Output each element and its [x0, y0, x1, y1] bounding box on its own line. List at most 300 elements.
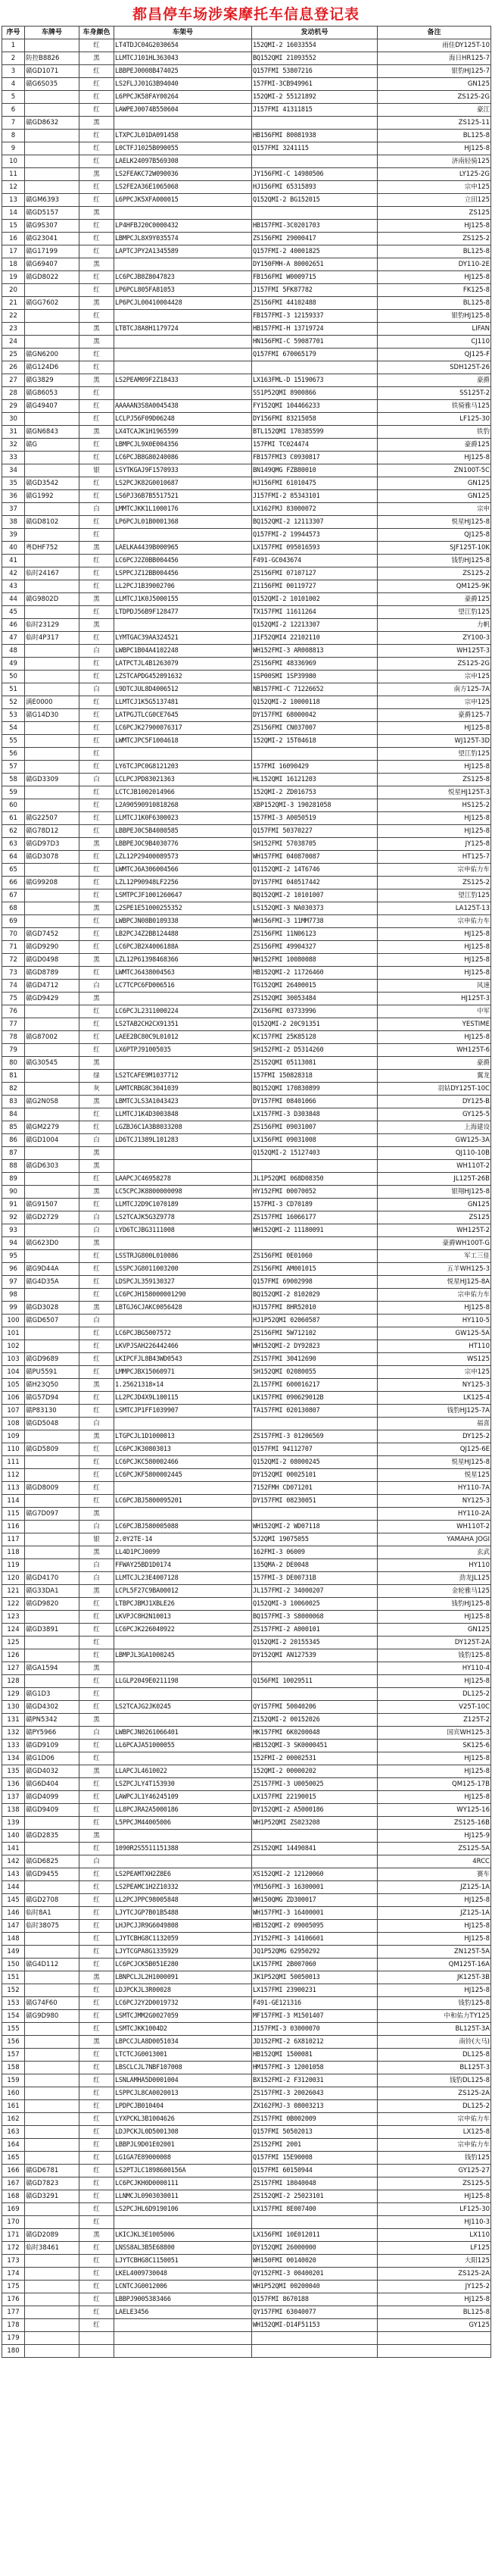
color-cell: 红 [79, 516, 114, 529]
row-index-cell: 102 [2, 1340, 25, 1353]
row-index-cell: 79 [2, 1044, 25, 1057]
table-row [2, 361, 491, 374]
note-cell: ZS125-2A [378, 2268, 491, 2281]
table-row [2, 1366, 491, 1379]
vin-cell: LS2PEAMTXH2Z8E6 [114, 1868, 252, 1881]
vin-cell [114, 1688, 252, 1701]
plate-cell [25, 1946, 79, 1959]
vin-cell: L6PPCJK58FAY00264 [114, 91, 252, 104]
note-cell: HY110-2A [378, 1508, 491, 1521]
row-index-cell: 20 [2, 284, 25, 297]
plate-cell [25, 284, 79, 297]
row-index-cell: 71 [2, 941, 25, 954]
engine-cell: WH157FMI-3 16400001 [252, 1907, 378, 1920]
motorcycle-register-table [2, 26, 491, 2358]
table-row [2, 2332, 491, 2345]
engine-cell: ZS152FMI 2001 [252, 2139, 378, 2152]
table-row [2, 2100, 491, 2113]
row-index-cell: 173 [2, 2255, 25, 2268]
row-index-cell: 34 [2, 464, 25, 477]
vin-cell: LP4HFBJ20C0000432 [114, 220, 252, 233]
row-index-cell: 124 [2, 1624, 25, 1637]
plate-cell [25, 464, 79, 477]
color-cell: 红 [79, 2113, 114, 2126]
plate-cell: 赣G1992 [25, 490, 79, 503]
row-index-cell: 82 [2, 1083, 25, 1096]
color-cell: 白 [79, 1855, 114, 1868]
color-cell: 红 [79, 271, 114, 284]
plate-cell [25, 2062, 79, 2074]
engine-cell: Q157FMI 94112707 [252, 1443, 378, 1456]
table-row [2, 1018, 491, 1031]
note-cell: 中和佑力TY125 [378, 2010, 491, 2023]
table-row [2, 245, 491, 258]
row-index-cell: 139 [2, 1817, 25, 1830]
table-row [2, 529, 491, 542]
note-cell: DY125T-2A [378, 1637, 491, 1649]
note-cell: 宗申佑力车 [378, 864, 491, 877]
row-index-cell: 54 [2, 722, 25, 735]
plate-cell [25, 1843, 79, 1855]
note-cell: 悦星125 [378, 1469, 491, 1482]
vin-cell: LAPTCJPY2A1345589 [114, 245, 252, 258]
vin-cell: LP6PCJL01B0001368 [114, 516, 252, 529]
note-cell: WJ125T-3D [378, 735, 491, 748]
note-cell: 翼龙 [378, 1070, 491, 1083]
row-index-cell: 170 [2, 2216, 25, 2229]
vin-cell: LC6PCJK27900076317 [114, 722, 252, 735]
color-cell: 红 [79, 349, 114, 361]
engine-cell: JY152FMI-3 14106601 [252, 1933, 378, 1946]
plate-cell: 赣GG7602 [25, 297, 79, 310]
plate-cell [25, 1533, 79, 1546]
plate-cell: 赣GD3309 [25, 774, 79, 786]
table-row [2, 735, 491, 748]
engine-cell [252, 1508, 378, 1521]
color-cell: 红 [79, 799, 114, 812]
note-cell: 五羊WH125-3 [378, 1263, 491, 1276]
table-row [2, 1727, 491, 1740]
vin-cell: LJYTCGPA8G1335929 [114, 1946, 252, 1959]
note-cell: 望江豹125 [378, 889, 491, 902]
row-index-cell: 111 [2, 1456, 25, 1469]
color-cell: 红 [79, 104, 114, 117]
table-row [2, 1083, 491, 1096]
plate-cell [25, 1083, 79, 1096]
engine-cell: TX157FMI 11611264 [252, 606, 378, 619]
table-row [2, 2036, 491, 2049]
table-row [2, 220, 491, 233]
plate-cell: 赣G49407 [25, 400, 79, 413]
table-row [2, 284, 491, 297]
plate-cell: 赣GD2708 [25, 1894, 79, 1907]
vin-cell [114, 2345, 252, 2358]
table-row [2, 786, 491, 799]
color-cell: 红 [79, 2139, 114, 2152]
engine-cell: JL1P52QMI 068D08350 [252, 1173, 378, 1186]
engine-cell: FY152QMI 104466233 [252, 400, 378, 413]
note-cell: QJ125-F [378, 349, 491, 361]
note-cell: QJ125-6E [378, 1443, 491, 1456]
engine-cell: 157FMI-3 CD70189 [252, 1199, 378, 1211]
engine-cell [252, 1855, 378, 1868]
row-index-cell: 98 [2, 1289, 25, 1302]
note-cell: ZS125-2 [378, 877, 491, 889]
note-cell: HJ125-8 [378, 452, 491, 464]
plate-cell: 临时23129 [25, 619, 79, 632]
row-index-cell: 29 [2, 400, 25, 413]
color-cell: 白 [79, 683, 114, 696]
table-row [2, 323, 491, 336]
engine-cell: J157FMI 5FK87782 [252, 284, 378, 297]
color-cell: 红 [79, 1791, 114, 1804]
vin-cell: LCNTCJG0012006 [114, 2281, 252, 2293]
engine-cell [252, 155, 378, 168]
table-row [2, 1482, 491, 1495]
row-index-cell: 175 [2, 2281, 25, 2293]
row-index-cell: 149 [2, 1946, 25, 1959]
color-cell: 红 [79, 864, 114, 877]
row-index-cell: 163 [2, 2126, 25, 2139]
table-row [2, 683, 491, 696]
color-cell: 红 [79, 310, 114, 323]
plate-cell [25, 1173, 79, 1186]
table-row [2, 1830, 491, 1843]
vin-cell: LBNPCLJL2H1000091 [114, 1971, 252, 1984]
color-cell: 红 [79, 1456, 114, 1469]
color-cell: 红 [79, 555, 114, 567]
color-cell: 黑 [79, 1057, 114, 1070]
plate-cell [25, 1637, 79, 1649]
plate-cell: 赣G623D0 [25, 1237, 79, 1250]
table-row [2, 2062, 491, 2074]
color-cell: 黑 [79, 207, 114, 220]
engine-cell: ZS157FMI-3 20026043 [252, 2087, 378, 2100]
table-row [2, 1817, 491, 1830]
plate-cell: 赣G9S307 [25, 220, 79, 233]
vin-cell: LL8PCJRA2A5000186 [114, 1804, 252, 1817]
row-index-cell: 61 [2, 812, 25, 825]
engine-cell: JK1P52QMI 50050013 [252, 1971, 378, 1984]
table-row [2, 967, 491, 980]
color-cell: 红 [79, 722, 114, 735]
plate-cell [25, 155, 79, 168]
vin-cell: LKEL4009730048 [114, 2268, 252, 2281]
row-index-cell: 45 [2, 606, 25, 619]
vin-cell: LLMTCJ1K5G5137481 [114, 696, 252, 709]
plate-cell: 赣GD1004 [25, 1134, 79, 1147]
vin-cell: LLGLP2049E0211198 [114, 1675, 252, 1688]
engine-cell: HB156FMI 80081938 [252, 130, 378, 142]
row-index-cell: 59 [2, 786, 25, 799]
color-cell: 红 [79, 1353, 114, 1366]
row-index-cell: 165 [2, 2152, 25, 2165]
plate-cell [25, 2332, 79, 2345]
note-cell: ZS125-2 [378, 233, 491, 245]
row-index-cell: 49 [2, 658, 25, 671]
row-index-cell: 169 [2, 2203, 25, 2216]
vin-cell: LJYTCBHG8C1132059 [114, 1933, 252, 1946]
note-cell: JY125-2 [378, 2281, 491, 2293]
note-cell: HJ125-8 [378, 1920, 491, 1933]
plate-cell: 赣GD6303 [25, 1160, 79, 1173]
engine-cell: ZS152QMI 05113081 [252, 1057, 378, 1070]
engine-cell: BX152FMI-2 F3120031 [252, 2074, 378, 2087]
row-index-cell: 19 [2, 271, 25, 284]
table-row [2, 761, 491, 774]
plate-cell: 赣GD5157 [25, 207, 79, 220]
vin-cell: L2A90590910818268 [114, 799, 252, 812]
plate-cell [25, 1430, 79, 1443]
engine-cell: JL157FMI-2 34000207 [252, 1585, 378, 1598]
table-row [2, 1005, 491, 1018]
color-cell: 黑 [79, 426, 114, 439]
vin-cell: LS2FLJJ01G3B94040 [114, 78, 252, 91]
plate-cell [25, 2216, 79, 2229]
color-cell: 红 [79, 1366, 114, 1379]
engine-cell: LS152QMI-3 NA030373 [252, 902, 378, 915]
color-cell: 红 [79, 1804, 114, 1817]
engine-cell: Q152QMI-2 20155345 [252, 1637, 378, 1649]
vin-cell: 1090R2S5511151388 [114, 1843, 252, 1855]
vin-cell: LWBPCJN08B0109338 [114, 915, 252, 928]
engine-cell: WH152FMI-3 AR008813 [252, 645, 378, 658]
row-index-cell: 101 [2, 1327, 25, 1340]
document-title: 都昌停车场涉案摩托车信息登记表 [132, 6, 360, 23]
vin-cell: LAELKA4439B000965 [114, 542, 252, 555]
color-cell: 红 [79, 1018, 114, 1031]
note-cell: 银豹HJ125-7 [378, 65, 491, 78]
note-cell: 南铃(大马) [378, 2036, 491, 2049]
note-cell: LF125-30 [378, 2203, 491, 2216]
engine-cell: 7152FMH CD071201 [252, 1482, 378, 1495]
color-cell: 黑 [79, 1237, 114, 1250]
row-index-cell: 41 [2, 555, 25, 567]
engine-cell: FB157FMI-3 12159337 [252, 310, 378, 323]
note-cell: 劲龙JL125 [378, 1572, 491, 1585]
vin-cell: LC6PCJB8G80240086 [114, 452, 252, 464]
plate-cell: 赣G6D404 [25, 1778, 79, 1791]
color-cell: 红 [79, 220, 114, 233]
engine-cell: DY152QMI AN127539 [252, 1649, 378, 1662]
vin-cell [114, 387, 252, 400]
engine-cell: ZS157FMI-2 A000101 [252, 1624, 378, 1637]
plate-cell [25, 748, 79, 761]
table-row [2, 142, 491, 155]
note-cell: HT125-7 [378, 851, 491, 864]
table-row [2, 658, 491, 671]
plate-cell [25, 1881, 79, 1894]
color-cell: 红 [79, 2255, 114, 2268]
row-index-cell: 14 [2, 207, 25, 220]
row-index-cell: 27 [2, 374, 25, 387]
plate-cell [25, 1340, 79, 1353]
color-cell: 红 [79, 786, 114, 799]
vin-cell: LZSTCAPDG452091632 [114, 671, 252, 683]
vin-cell: LLMTCJ1K0J5000155 [114, 593, 252, 606]
vin-cell: L2SPE1E51000255352 [114, 902, 252, 915]
color-cell: 白 [79, 1572, 114, 1585]
plate-cell [25, 1289, 79, 1302]
color-cell: 黑 [79, 838, 114, 851]
note-cell: ZY100-3 [378, 632, 491, 645]
plate-cell: 赣GD9455 [25, 1868, 79, 1881]
vin-cell: LS2TCAJK5G3Z9778 [114, 1211, 252, 1224]
engine-cell: LX157FMI 22190015 [252, 1791, 378, 1804]
color-cell: 红 [79, 2216, 114, 2229]
plate-cell: 赣H23Q50 [25, 1379, 79, 1392]
color-cell: 黑 [79, 1430, 114, 1443]
row-index-cell: 81 [2, 1070, 25, 1083]
note-cell: WS125 [378, 1353, 491, 1366]
engine-cell: ZS156FMI 44102488 [252, 297, 378, 310]
engine-cell: Q157FMI 69002998 [252, 1276, 378, 1289]
color-cell: 红 [79, 1250, 114, 1263]
row-index-cell: 146 [2, 1907, 25, 1920]
engine-cell: 157FMI TC024474 [252, 439, 378, 452]
plate-cell [25, 1521, 79, 1533]
color-cell: 红 [79, 181, 114, 194]
table-row [2, 1134, 491, 1147]
engine-cell: BQ152QMI 21093552 [252, 52, 378, 65]
color-cell: 红 [79, 2203, 114, 2216]
vin-cell: LATPCTJL4B1263079 [114, 658, 252, 671]
engine-cell: BQ152QMI-2 10101007 [252, 889, 378, 902]
row-index-cell: 35 [2, 477, 25, 490]
engine-cell: DY152QMI 26000000 [252, 2242, 378, 2255]
plate-cell [25, 2049, 79, 2062]
table-row [2, 349, 491, 361]
engine-cell: LX157FMI 23900231 [252, 1984, 378, 1997]
color-cell: 红 [79, 2319, 114, 2332]
note-cell: HY110-5 [378, 1315, 491, 1327]
color-cell: 红 [79, 1276, 114, 1289]
plate-cell [25, 1018, 79, 1031]
note-cell: SDH125T-26 [378, 361, 491, 374]
vin-cell [114, 336, 252, 349]
note-cell: 豪爵125 [378, 593, 491, 606]
plate-cell: 赣G4D35A [25, 1276, 79, 1289]
row-index-cell: 158 [2, 2062, 25, 2074]
engine-cell: 157FMI-3 A0050519 [252, 812, 378, 825]
color-cell: 红 [79, 2306, 114, 2319]
plate-cell: 赣GD3291 [25, 2190, 79, 2203]
note-cell: GW125-5A [378, 1327, 491, 1340]
plate-cell [25, 2306, 79, 2319]
engine-cell: HJ156FMI 65315893 [252, 181, 378, 194]
engine-cell: HJ157FMI 8HR52010 [252, 1302, 378, 1315]
vin-cell [114, 1418, 252, 1430]
engine-cell: WH156FMI-3 11MM7738 [252, 915, 378, 928]
row-index-cell: 134 [2, 1752, 25, 1765]
color-cell: 红 [79, 65, 114, 78]
row-index-cell: 72 [2, 954, 25, 967]
engine-cell: WH157FMI 040870087 [252, 851, 378, 864]
plate-cell: 赣GD1071 [25, 65, 79, 78]
table-row [2, 258, 491, 271]
engine-cell: ZS156FMI 07107127 [252, 567, 378, 580]
engine-cell: ZS156FMI 09031007 [252, 1121, 378, 1134]
table-row [2, 2306, 491, 2319]
table-row [2, 477, 491, 490]
plate-cell [25, 2203, 79, 2216]
table-row [2, 1250, 491, 1263]
row-index-cell: 166 [2, 2165, 25, 2177]
note-cell: HJ125-8 [378, 1752, 491, 1765]
color-cell: 红 [79, 2087, 114, 2100]
note-cell: HY110-7A [378, 1482, 491, 1495]
vin-cell: LBPCCJLA8D0051034 [114, 2036, 252, 2049]
color-cell: 红 [79, 400, 114, 413]
vin-cell: LC6PCJCK5B051E280 [114, 1959, 252, 1971]
table-row [2, 1855, 491, 1868]
note-cell: GY125-5 [378, 1108, 491, 1121]
color-cell: 红 [79, 1740, 114, 1752]
engine-cell: 152QMI-2 55121892 [252, 91, 378, 104]
engine-cell: LX156FMI 10E012011 [252, 2229, 378, 2242]
note-cell: WH110T-2 [378, 1160, 491, 1173]
vin-cell: LG1GA7E89000008 [114, 2152, 252, 2165]
note-cell: 豪爵125-7 [378, 709, 491, 722]
color-cell: 红 [79, 1469, 114, 1482]
table-row [2, 1624, 491, 1637]
engine-cell: Q152QMI-2 08000245 [252, 1456, 378, 1469]
row-index-cell: 152 [2, 1984, 25, 1997]
color-cell: 红 [79, 1340, 114, 1353]
vin-cell: LBBPJ9005383466 [114, 2293, 252, 2306]
table-row [2, 1701, 491, 1714]
table-row [2, 2074, 491, 2087]
table-row [2, 464, 491, 477]
row-index-cell: 60 [2, 799, 25, 812]
plate-cell: 赣GD9429 [25, 993, 79, 1005]
color-cell: 黑 [79, 1585, 114, 1598]
table-row [2, 1714, 491, 1727]
table-row [2, 1199, 491, 1211]
column-header-vin: 车架号 [114, 27, 252, 39]
plate-cell [25, 2268, 79, 2281]
engine-cell: ZS156FMI 49904327 [252, 941, 378, 954]
plate-cell [25, 761, 79, 774]
note-cell: HJ125-8 [378, 2190, 491, 2203]
plate-cell [25, 1250, 79, 1263]
plate-cell: 赣GD9820 [25, 1598, 79, 1611]
color-cell: 红 [79, 1031, 114, 1044]
table-row [2, 1070, 491, 1083]
vin-cell: LLMTCJL23E4007128 [114, 1572, 252, 1585]
vin-cell: LLMTCJ1K4D3003848 [114, 1108, 252, 1121]
row-index-cell: 78 [2, 1031, 25, 1044]
table-row [2, 1057, 491, 1070]
vin-cell: LBTGJ6CJAKC0056428 [114, 1302, 252, 1315]
plate-cell [25, 683, 79, 696]
engine-cell: 157FMI 16090429 [252, 761, 378, 774]
plate-cell: 赣GD4302 [25, 1701, 79, 1714]
color-cell: 红 [79, 1920, 114, 1933]
row-index-cell: 56 [2, 748, 25, 761]
plate-cell: 赣G22507 [25, 812, 79, 825]
row-index-cell: 136 [2, 1778, 25, 1791]
table-row [2, 593, 491, 606]
row-index-cell: 162 [2, 2113, 25, 2126]
note-cell: JZ125-1A [378, 1881, 491, 1894]
vin-cell: LSMTCJP1FF1039907 [114, 1405, 252, 1418]
table-row [2, 439, 491, 452]
color-cell: 红 [79, 78, 114, 91]
table-row [2, 2229, 491, 2242]
color-cell: 红 [79, 658, 114, 671]
plate-cell: 防控B8826 [25, 52, 79, 65]
